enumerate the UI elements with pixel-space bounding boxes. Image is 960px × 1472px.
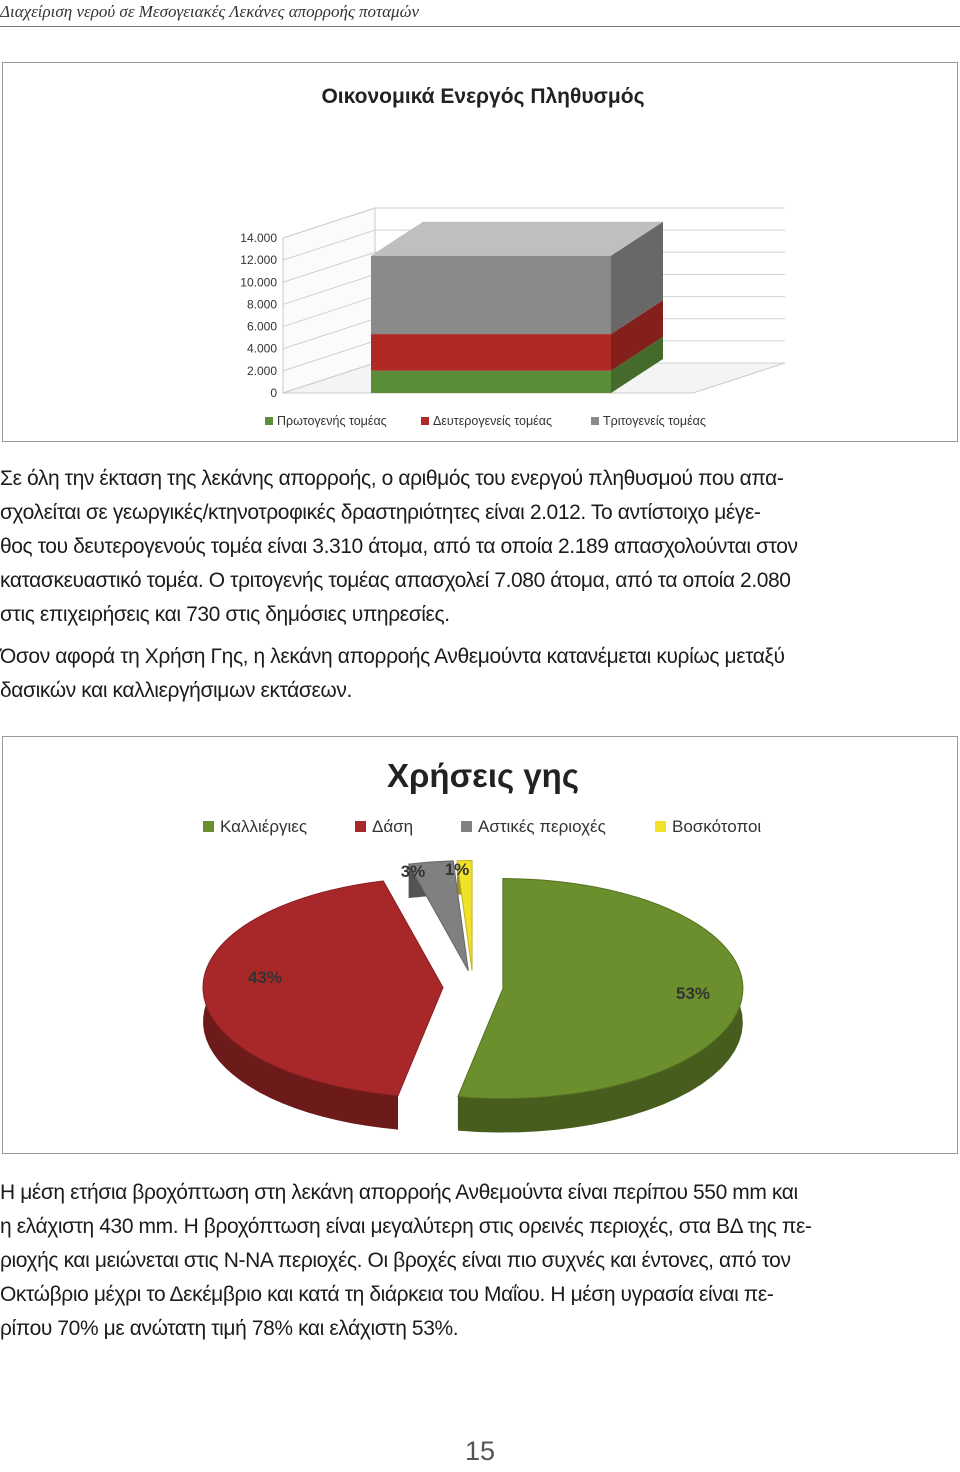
text-line: Η μέση ετήσια βροχόπτωση στη λεκάνη απορροής Ανθεμούντα είναι περίπου 550 mm και [0,1181,798,1204]
chart-stacked-bar [371,222,663,393]
chart-title: Οικονομικά Ενεργός Πληθυσμός [321,85,645,108]
page-number: 15 [464,1436,496,1466]
text-line: Σε όλη την έκταση της λεκάνης απορροής, ο αριθμός του ενεργού πληθυσμού που απα- [0,467,784,490]
legend-swatch [591,417,599,425]
chart-economic-population [3,63,957,441]
bar-segment-1-front [371,371,611,393]
y-tick-label: 6.000 [246,319,277,334]
bar-segment-2-front [371,334,611,371]
y-tick-label: 0 [270,386,277,400]
text-line: σχολείται σε γεωργικές/κτηνοτροφικές δραστηριότητες είναι 2.012. Το αντίστοιχο μέγε- [0,501,761,524]
figure-economic-population [2,62,958,442]
legend-swatch [265,417,273,425]
legend-label: Αστικές περιοχές [478,817,606,836]
y-tick-label: 4.000 [246,341,277,356]
pie-data-label: 43% [247,968,283,987]
legend-label: Δάση [372,817,414,836]
text-line: Οκτώβριο μέχρι το Δεκέμβριο και κατά τη διάρκεια του Μαΐου. Η μέση υγρασία είναι πε- [0,1283,774,1306]
header-divider [0,26,960,27]
chart-legend [265,414,706,428]
legend-label: Βοσκότοποι [672,817,762,836]
text-line: η ελάχιστη 430 mm. Η βροχόπτωση είναι μεγαλύτερη στις ορεινές περιοχές, στα ΒΔ της πε- [0,1215,812,1238]
legend-label: Πρωτογενής τομέας [277,414,387,428]
text-line: Όσον αφορά τη Χρήση Γης, η λεκάνη απορροής Ανθεμούντα κατανέμεται κυρίως μεταξύ [0,645,785,668]
pie-data-label: 3% [400,862,426,881]
chart-land-use [3,737,957,1153]
y-tick-label: 14.000 [240,231,277,245]
y-tick-label: 12.000 [240,253,277,268]
text-line: κατασκευαστικό τομέα. Ο τριτογενής τομέας απασχολεί 7.080 άτομα, από τα οποία 2.080 [0,569,791,592]
text-line: στις επιχειρήσεις και 730 στις δημόσιες υπηρεσίες. [0,603,450,626]
legend-swatch [461,821,472,832]
legend-swatch [355,821,366,832]
text-line: ρίπου 70% με ανώτατη τιμή 78% και ελάχιστη 53%. [0,1317,459,1340]
y-tick-label: 10.000 [240,275,277,290]
legend-label: Τριτογενείς τομέας [603,414,706,428]
legend-swatch [655,821,666,832]
figure-land-use [2,736,958,1154]
chart-legend [203,817,761,836]
y-tick-label: 2.000 [246,363,277,378]
bar-segment-3-front [371,256,611,334]
chart-title: Χρήσεις γης [387,757,579,794]
legend-label: Καλλιέργιες [220,817,308,836]
pie-data-label: 53% [675,984,711,1003]
chart-side-wall [283,208,375,393]
chart-pie [203,861,743,1133]
running-header: Διαχείριση νερού σε Μεσογειακές Λεκάνες απορροής ποταμών [0,2,419,21]
legend-swatch [203,821,214,832]
text-line: δασικών και καλλιεργήσιμων εκτάσεων. [0,679,352,702]
legend-swatch [421,417,429,425]
text-line: θος του δευτερογενούς τομέα είναι 3.310 άτομα, από τα οποία 2.189 απασχολούνται στον [0,535,798,558]
text-line: ριοχής και μειώνεται στις Ν-ΝΑ περιοχές. Οι βροχές είναι πιο συχνές και έντονες, από τον [0,1249,791,1272]
pie-data-label: 1% [444,860,470,879]
legend-label: Δευτερογενείς τομέας [433,414,552,428]
y-tick-label: 8.000 [246,297,277,312]
chart-y-ticks [240,231,277,400]
